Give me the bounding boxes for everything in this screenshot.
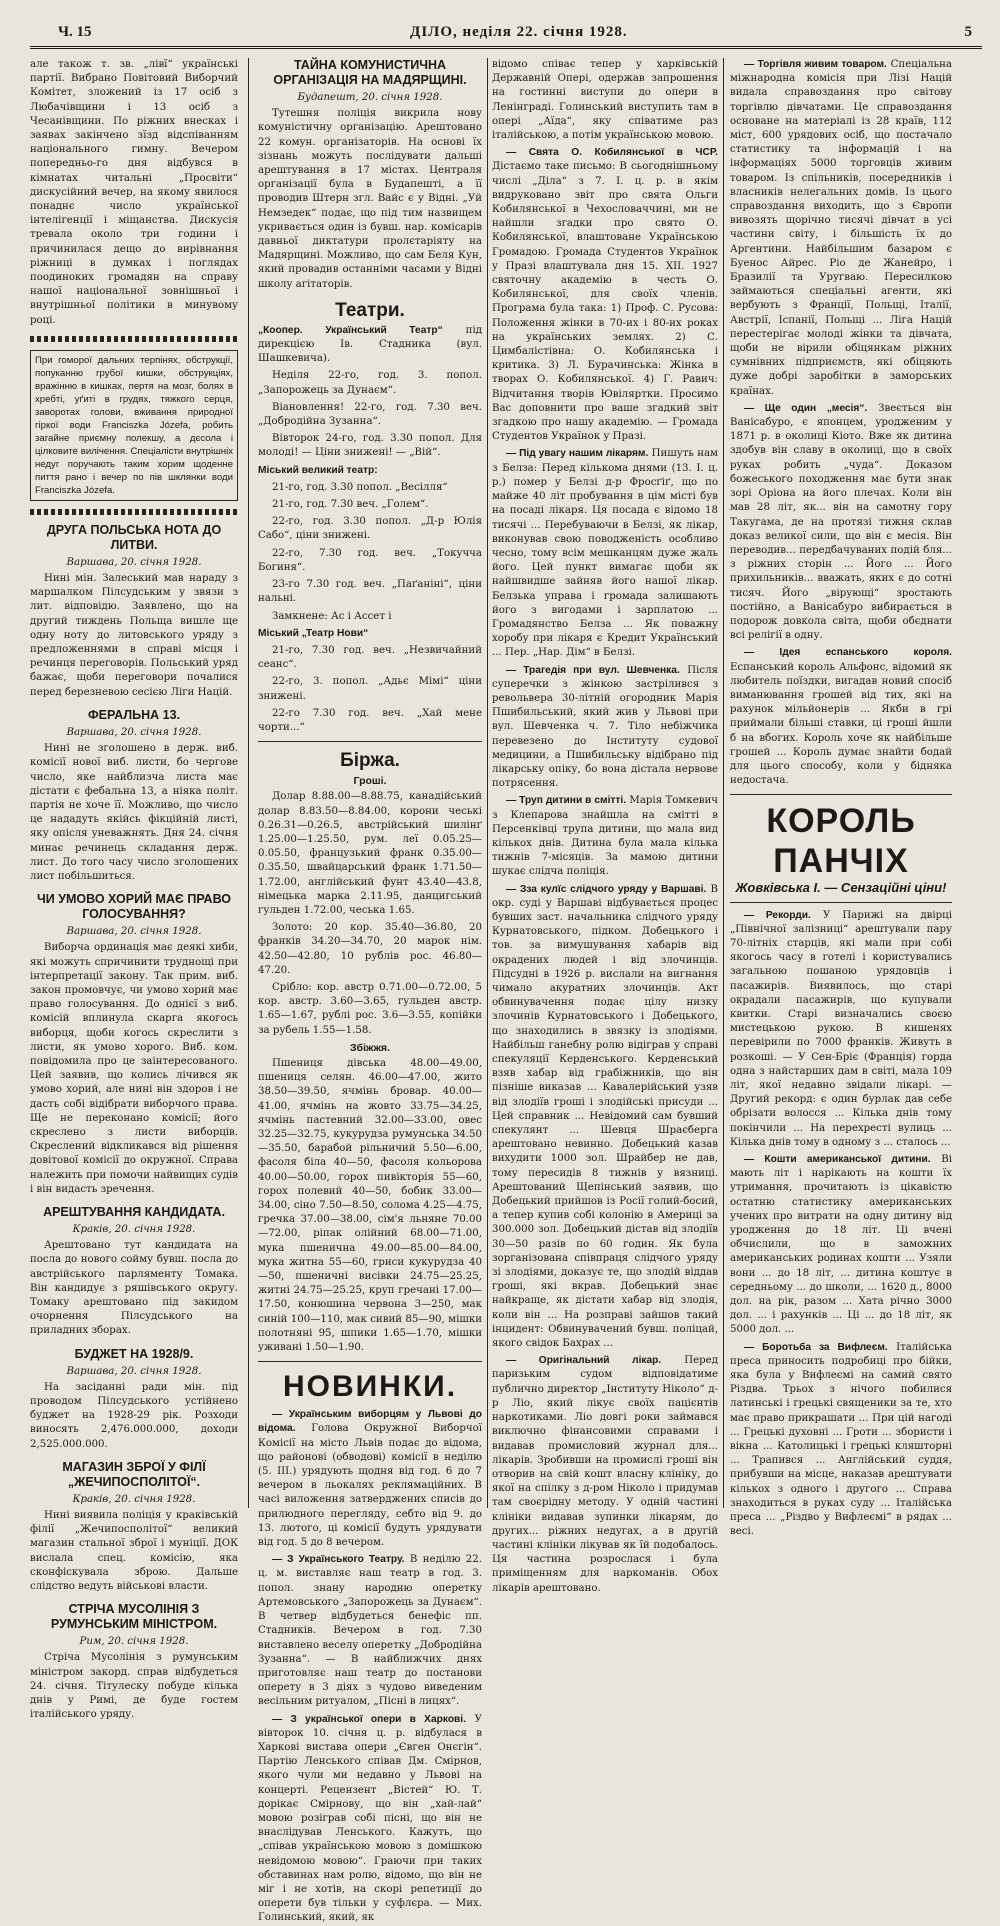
dateline: Варшава, 20. січня 1928. xyxy=(66,726,202,738)
advertisement-title: КОРОЛЬ ПАНЧІХ xyxy=(766,802,916,881)
news-text: Італійська преса приносить подробиці про бійки, яка була у Вифлеємі на самий свято Різдва. Трьох з нічого побилися латинські і грецькі священики за те, хто має право прикрашати ... При цій нагоді ... Грецькі духовні ... Гроти ... збористи і вікна ... Католицькі і грецькі кляшторні ... Трапився ... Англійський суддя, прибувши на місце, наказав арештувати кількох з одного і другого ... Справа знаходиться в руках суду ... Італійська преса ... „Різдво у Вифлеємі“ в рядах ... весі. xyxy=(730,1341,953,1538)
news-text: У Парижі на двірці „Північної залізниці“ арештували пару 70-літніх старців, які мали при собі якогось часу в готелі і користувались загальною пошаною урядовців і пасажирів. Виявилось, що старі окрадали пасажирів, що купували квитки. Старі визначались своєю мистецькою рукою. В кишенях перевірили по 7000 франків. Живуть в розкоші. — У Сен-Бріє (Франція) горда одна з найстарших дам в світі, мала 109 літ, якої недавно звідали лікарі. — Другий рекорд: є один бурлак дав себе обрізати волосся ... Кілька днів тому покінчили ... На перехресті вулиць ... Кілька днів тому в одному з ... сталось ... xyxy=(730,909,952,1148)
divider xyxy=(258,1361,482,1362)
gold-rates: Золото: 20 кор. 35.40—36.80, 20 франків 34.20—34.70, 20 марок нім. 42.50—42.80, 10 рублів рос. 46.80—47.20. xyxy=(258,922,482,976)
section-title-exchange: Біржа. xyxy=(340,750,400,772)
news-lead: — З Українського Театру. xyxy=(272,1554,405,1566)
theatre-name: „Коопер. Український Театр“ xyxy=(258,324,443,336)
news-text: Спеціальна міжнародна комісія при Лізі Націй видала справоздання про світову торгівлю дівчатами. Це справоздання основане на матеріалі із 28 країв, 112 міст, 600 урядових осіб, що постачало статистику та інформацій і на інформаціях 5000 торговців живим товаром. Із спільників, посередників і власників нелегальних домів. Із цього справоздання виходить, що з Європи вивозять щорічно тисячі дівчат в усі частини світу, і більшість їх до Аргентини. Найбільшим базаром є Буенос Айрес. Ріо де Жанейро, і Бразилії та Уругваю. Пересилкою займаються спеціальні агенти, які вербують з Франції, Польщі, Італії, Австрії, Іспанії, Польщі ... Ліга Націй перестерігає молоді жінки та дівчата, щоби не вірили обіцянкам ріжних сумнівних підприємств, які обіцяють дуже добрі заробітки в заморських країнах. xyxy=(730,59,952,397)
divider xyxy=(730,794,952,795)
theatre-intro: під дирекцією Ів. Стадника (вул. Шашкевича). xyxy=(258,324,482,365)
article-headline: ЧИ УМОВО ХОРИЙ МАЄ ПРАВО ГОЛОСУВАННЯ? xyxy=(36,892,232,922)
column-3 xyxy=(492,58,718,1594)
news-text: У вівторок 10. січня ц. р. відбулася в Харкові вистава опери „Євген Онєгін“. Партію Ленського співав Дм. Смірнов, якого чули ми недавно у Львові на концерті. Рецензент „Вістей“ Ю. Т. дорікає Смірнову, що він „хай-лай“ мовою розіграв собі пісні, що він не внаслідував Ленського. Кажуть, що „співав українською мовою з домішкою невідомою мовою“. Граючи при таких обставинах нам ролю, відомо, що він не міг і не хотів, на скорі репетиції до оперети був тільки у суфлєра. — Мих. Голинський, який, як xyxy=(258,1713,482,1924)
news-text: В неділю 22. ц. м. виставляє наш театр в год. 3. попол. знану народню оперетку Артемовського „Запорожець за Дунаєм“. В четвер відбудеться бенефіс пп. Стадників. Вечером в год. 7.30 виставлено веселу оперетку „Добродійна Зузанна“. — В найближчих днях приготовляє наш театр до постанови оперету в 3 діях з чудово виведеним весільним ритуалом, „Пісні в лицях“. xyxy=(258,1554,482,1708)
silver-rates: Срібло: кор. австр 0.71.00—0.72.00, 5 кор. австр. 3.60—3.65, гульден австр. 1.65—1.67, рублі рос. 3.6—3.55, копійки за рубель 1.55—1.58. xyxy=(258,981,482,1036)
issue-number: Ч. 15 xyxy=(58,24,92,40)
newspaper-title: ДІЛО, неділя 22. січня 1928. xyxy=(410,24,628,40)
theatre-listing: 22-го 7.30 год. веч. „Хай мене чорти...“ xyxy=(258,707,482,733)
theatre-listing: 22-го, год. 3.30 попол. „Д-р Юлія Сабо“, ціни знижені. xyxy=(258,516,482,542)
theatre-listing: 21-го, 7.30 год. веч. „Незвичайний сеанс“. xyxy=(258,644,482,671)
news-text: Еспанський король Альфонс, відомий як любитель поїздки, вигадав новий спосіб виманювання грошей від тих, які на рахунок мільйонерів ... Якби в грі приймали більші ставки, ці гроші йшли б на вбогих. Король хоче як найбільше грошей ... Король думає знайти бодай для цього способу, коли у бідняка недостача. xyxy=(730,661,952,787)
theatre-listing: Вівторок 24-го, год. 3.30 попол. Для молоді! — Ціни знижені! — „Вій“. xyxy=(258,433,482,459)
news-lead: — Рекорди. xyxy=(744,909,811,921)
news-lead: — Зза кулїс слідчого уряду у Варшаві. xyxy=(506,883,707,895)
section-title-news: НОВИНКИ. xyxy=(282,1370,458,1404)
article-text: Стріча Мусолінія з румунським міністром закорд. справ відбудеться 24. січня. Тітулеску побуде кілька днів у Римі, де буде гостем італійського уряду. xyxy=(30,1652,238,1721)
article-text: відомо співає тепер у харківській Державній Опері, одержав запрошення на гостинні виступи до опери в Ленінграді. Голинський виступить там в опері „Аїда“, яку співатиме раз італійською, а потім українською мовою. xyxy=(492,59,718,142)
news-lead: — Під увагу нашим лікарям. xyxy=(506,448,649,460)
advertisement-subtitle: Жовківська І. — Сензаційні ціни! xyxy=(735,880,947,896)
article-headline: МАГАЗИН ЗБРОЇ У ФІЛЇ „ЖЕЧИПОСПОЛІТОЇ“. xyxy=(62,1459,206,1489)
article-headline: ФЕРАЛЬНА 13. xyxy=(87,707,181,722)
column-4 xyxy=(730,58,953,1538)
dateline: Рим, 20. січня 1928. xyxy=(79,1636,189,1648)
news-text: Пишуть нам з Белза: Перед кількома днями (13. І. ц. р.) помер у Белзі д-р Фросґіґ, що по майже 40 літ пробування в цім місті був на посаді лікаря. Ця посада є відомо 18 тисячі ... Перебуваючи в Белзі, як лікар, виконував свою поводженість особливо чесно, тому всім мешканцям дуже жаль його. Цей пункт вимагає щоби як найшвидше зайняв його нашої лікар. Белзька управа і громада залишають його з вигодами і зарплатою ... Громадянство Белза ... Як поважну хоробу при лікаря є Кредит Український ... Пер. „Нар. Дім“ в Белзі. xyxy=(492,448,718,659)
theatre-listing: Неділя 22-го, год. 3. попол. „Запорожець за Дунаєм“. xyxy=(258,370,482,396)
theatre-listing: 21-го, год. 7.30 веч. „Голем“. xyxy=(272,499,429,511)
grain-prices: Пшениця дівська 48.00—49.00, пшениця селян. 46.00—47.00, жито 38.50—39.50, ячмінь бровар. 40.00—41.00, ячмінь на жовто 33.75—34.25, ячмінь пастевний 32.00—33.00, овес 32.25—32.75, кукурудза румунська 34.50—35.50, барабой рільничий 5.50—6.00, фасоля біла 40—50, фасоля кольорова 40.00—50.00, горох пивікторія 55—60, горох полевий 40—50, бобик 33.00—34.00, сіно 7.50—8.50, солома 4.25—4.75, гречка 37.00—38.00, сім'я льняне 70.00—72.00, ріпак олійний 68.00—71.00, мука пшенична 49.00—85.00—84.00, мука житна 55—60, гриси кукурудза 40—50, пшеничні висівки 24.75—25.25, житні 24.75—25.25, круп гречані 17.00—17.50, конюшина червона 3—250, мак синій 100—110, мак сивий 85—90, мішки полотняні 95, шпики 1.65—1.70, мішки уживані 1.50—1.90. xyxy=(258,1057,482,1354)
news-text: Ві мають літ і нарікають на кошти їх утримання, прочитають із цікавістю остатню статистику американських учених про витрати на одну дитину від уродження до 18 літ. Ці вчені обчислили, що в заможних американських родинах кошти ... Узяли вони ... до 18 літ, ... дитина коштує в середньому ... до школи, ... 1620 д., 8000 дол. на рік, разом ... Хата річно 3000 дол. ... і рахунків ... Ці ... до 18 літ, як 5000 дол. ... xyxy=(730,1154,952,1336)
news-text: Звеється він Ванісабуро, є японцем, уродженим у 1871 р. в околиці Кіото. Вже як дитина здобув він славу в околиці, що в своїх руках робить „чуда“. Доказом божеського походження має бути знак зорі Оріона на його плечах. Коли він мав 28 літ, як... він на самотну гору Такугама, де на протязі тижня склав доказ великої сили, що він є месія. Він переводив... передбачуваних подій бля... з ріжних сторін ... Його ... Його прихильників... вважать, яких є до сотні тисяч. Його „вірующі“ зростають постійно, а Ванісабуро вибирається в подорож довкола світа, щоби обєднати всі релігії в одну. xyxy=(730,402,952,642)
news-lead: — Українським виборцям у Львові до відома. xyxy=(258,1409,482,1435)
divider xyxy=(30,509,238,515)
dateline: Варшава, 20. січня 1928. xyxy=(66,1365,202,1377)
dateline: Краків, 20. січня 1928. xyxy=(72,1493,196,1505)
article-headline: ДРУГА ПОЛЬСЬКА НОТА ДО ЛИТВИ. xyxy=(46,522,222,552)
news-text: Марія Томкевич з Клепарова знайшла на смітті в Персенківці трупа дитини, що мала вид кількох днів. Дитина була мала кілька тижнів 7-місяців. За мамою дитини шукає слідча поліція. xyxy=(492,795,718,878)
news-lead: — Трагедія при вул. Шевченка. xyxy=(506,664,680,676)
news-text: Дістаємо таке письмо: В сьогоднішньому числі „Діла“ з 7. І. ц. р. в якім видруковано звіт про свята Ольги Кобилянської в Чехословаччині, ми не найшли згадки про свято О. Кобилянської, влаштоване Українською Громадою. Громада Студентов Українок у Празі влаштувала дня 15. XII. 1927 святочну академію в честь О. Кобилянської, для своїх членів. Програма була така: 1) Проф. С. Русова: Положення жінки в 70-их і 80-их роках на українських землях. 2) С. Цимбалістівна: О. Кобилянська і критика. 3) Л. Бурачинська: Жінка в творах О. Кобилянської. 4) Г. Равич: Відчитання творів Ювіляртки. Просимо Вас доповнити про ваше згадкий звіт згадкою про нашу академію. — Громада Студентов Українок у Празі. xyxy=(492,161,718,443)
dateline: Варшава, 20. січня 1928. xyxy=(66,926,202,938)
news-lead: — З української опери в Харкові. xyxy=(272,1713,466,1725)
article-text: Арештовано тут кандидата на посла до нового сойму бувш. посла до австрійського парляменту Томака. Він кандидує з ряшівського округу. Томаку арештовано під закидом очорнення Пілсудського на приладних зборах. xyxy=(30,1240,238,1337)
exchange-rates: Долар 8.88.00—8.88.75, канадійський долар 8.83.50—8.84.00, корони чеські 0.26.31—0.26.5, австрійський шилінґ 1.25.00—1.25.50, рум. леї 0.05.25—0.05.50, французький франк 0.35.00—0.35.50, швайцарський франк 1.71.50—1.72.00, англійський фунт 43.40—43.8, німецька марка 2.11.95, данцигський гульден 1.72.00, чеська 1.65. xyxy=(258,791,482,916)
theatre-name: Міський „Театр Нови“ xyxy=(258,627,369,639)
dateline: Варшава, 20. січня 1928. xyxy=(66,556,202,568)
page-number: 5 xyxy=(964,24,972,40)
theatre-listing: 22-го, 3. попол. „Адьє Мімі“ ціни знижені. xyxy=(258,676,482,702)
divider xyxy=(730,902,952,903)
masthead xyxy=(30,22,982,49)
article-headline: СТРІЧА МУСОЛІНІЯ З РУМУНСЬКИМ МІНІСТРОМ. xyxy=(50,1602,218,1632)
divider xyxy=(30,336,238,342)
column-rule xyxy=(487,58,488,1508)
article-headline: АРЕШТУВАННЯ КАНДИДАТА. xyxy=(43,1204,225,1219)
theatre-listing: Віановлення! 22-го, год. 7.30 веч. „Добродійна Зузанна“. xyxy=(258,401,482,428)
theatre-listing: 23-го 7.30 год. веч. „Паґаніні“, ціни нальні. xyxy=(258,579,482,605)
divider xyxy=(258,741,482,742)
article-text: Нині виявила поліція у краківській філії „Жечипосполітої“ великий магазин стальної зброї і муніції. ДОК вислала спец. комісію, яка сконфіскувала зброю. Дальше слідство ведуть військові власти. xyxy=(30,1510,238,1593)
theatre-listing: Замкнене: Ас і Ассет і xyxy=(272,610,392,622)
news-lead: — Ідея еспанського короля. xyxy=(744,647,952,659)
article-text: Нині не зголошено в держ. виб. комісії нової виб. листи, бо чергове число, яке найблизча листа має дістати є фебальна 13, а ніяка політ. партія не хоче її. Можливо, що число це нададуть якійсь фікційній листі, яку опісля уневажнять. Дня 24. січня минає речинець складання держ. лист. До того часу число зголошених лист побільшиться. xyxy=(30,743,238,882)
news-lead: — Торгівля живим товаром. xyxy=(744,59,887,70)
news-lead: — Кошти американської дитини. xyxy=(744,1154,931,1166)
article-headline: ТАЙНА КОМУНИСТИЧНА ОРГАНІЗАЦІЯ НА МАДЯРЩИНІ. xyxy=(273,58,467,87)
subsection-grain: Збіжжя. xyxy=(350,1041,390,1054)
news-lead: — Оригінальний лікар. xyxy=(506,1355,662,1367)
column-rule xyxy=(248,58,249,1508)
article-text: Нині мін. Залеський мав нараду з маршалком Пілсудським у звязи з лит. відповідю. Заявлено, що на другий тиждень Польща вишле ще одну ноту до литовського уряду з предложеннями в справі місця і речинця переговорів. Польський уряд бажає, щоби переговори почалися перед березневою сесією Ліги Націй. xyxy=(30,573,238,698)
article-text: Тутешня поліція викрила нову комуністичну організацію. Арештовано 22 комун. організаторів. На основі їх зізнань можуть послідувати дальші арештування в 17 містах. Централя організації була в Будапешті, а її проводив Штерн згл. Вайс є у Відні. „Уй Немзедек“ подає, що під тим назвищем укривається один із бувш. нар. комісарів давньої диктатури пролєтаріяту на Мадярщині. Можливо, що сам Беля Кун, який провадив останніми часами у Відні школу агітаторів. xyxy=(258,108,482,290)
article-text: На засіданні ради мін. під проводом Пілсудського устійнено буджет на 1928-29 рік. Розходи виносять 2,476.000.000, доходи 2,525.000.000. xyxy=(30,1381,238,1450)
column-rule xyxy=(723,58,724,1508)
column-1 xyxy=(30,58,238,1721)
news-text: В окр. суді у Варшаві відбувається процес бувших заст. начальника слідчого уряду Курнатовського, підком. Добецького і тов. за вимушування хабарів від окрадених людей і від злочинців. Підсудні в 1926 р. вислали на вигнання чимало акуратних злочинців. Акт обвинувачення подає цілу низку злочинів Курнатовського і Добецького, що знаходились в звязку із злодіями. Найбільш ганебну ролю відіграв у справі спекуляції Керденського. Керденський взяв хабар від грабіжників, що він пізніше виказав ... Кавалерійський узяв від злодіїв гроші і злодійські присуди ... Цей справник ... Невідомий сам бувший спекулянт ... Шевця Шраєберга арештовано невинно. Добецький казав вихудити 1000 зол. Шрайбер не дав, тому пересидів 8 тижнів у вязниці. Арештований Щепінський заявив, що Добецький прийшов із Росії голий-босий, а тепер купив собі колонію в Америці за 300.000 зол. Добецький дістав від злодіїв 30—50 разів по 60 годин. Як була зорганізована співпраця слідчого уряду зі злодіями, доказує те, що злодій віддав гроші, які вкрав. Добецький знає найкраще, як дістати хабар від злодія, коли він ... На розправі зайшов такий інцидент: Обвинувачений бувш. поліцай, якого свідок Бахрах ... xyxy=(492,883,718,1350)
article-text: Виборча ординація має деякі хиби, які можуть спричинити труднощі при інтерпретації закону. Так прим. виб. закон промовчує, чи умово хорий має право голосування. До однієї з виб. комісій вплинула скарга якогось виборця, щоби когось скреслити з листи, як умово хорого. Виб. ком. повідомила про це заінтересованого. Цей заявив, що колись лічився як умово хорий, але нині він здоров і не дасть собі відібрати виборчого права. Ще не переконано комісії; його скреслено з листи виборців. Скреслений відкликався від рішення довітової комісії до окружної. Справа належить при помочи найвищих судів і він видасть зречення. xyxy=(30,942,238,1195)
news-lead: — Ще один „месія“. xyxy=(744,402,868,414)
news-text: Перед паризьким судом відповідатиме публично директор „Інституту Ніколо“ д-р Ліо, який лікує своїх пацієнтів наркотиками. Ліо довгі роки займався виключно фінансовими справами і видавав промисловий журнал для... лікарів. Зробивши на промислі гроші він отворив на свій кошт власну клініку, до якої на спілку з д-ром Ніколо і придумав там своєрідну методу. У одній частині клініки видавав зупинки лікарям, до других... ріжних недугах, а в другій частині клініки лікував як їй подобалось. Ця частина розрослася і була приміщенням для наркоманів. Обох лікарів арештовано. xyxy=(492,1355,718,1594)
dateline: Будапешт, 20. січня 1928. xyxy=(297,92,443,103)
news-lead: — Свята О. Кобилянської в ЧСР. xyxy=(506,147,718,159)
theatre-name: Міський великий театр: xyxy=(258,464,378,476)
article-text: але також т. зв. „лівї“ українські партії. Вибрано Повітовий Виборчий Комітет, зложений із 17 осіб з Любачівщини і 13 осіб з Чесанівщини. По ріжних внесках і заявах закінчено зїзд відспіванням національного гимну. Вечером попередньо-го дня відбувся в кімнатах читальні „Просвіти“ дискусійний вечер, на якому явилося понаднє число української інтелігенції і міщанства. Дискусія тревала около три години і причинилася дещо до вирівнання ріжниці в думках і поглядах поодиноких громадян на справу нашої національної зовнішньої і внутрішньої політики в минувому році. xyxy=(30,59,238,326)
advertisement: При гоморої дальних терпінях, обструкції, попуканню грубої кишки, обструкціях, вражінню в кишках, пертя на мозг, болях в хребті, уґиті в грудях, тяжкого серця, заворотах голови, вживання природної гіркої води Franciszka Józefa, робить загайне приємну полекшу, а дєсола і цілковите вилічення. Спеціалісти внутрішніх недуг поручають таким хорим щоденне пиття рано і вечер по пів шклянки води Franciszka Józefa. xyxy=(30,350,238,501)
article-headline: БУДЖЕТ НА 1928/9. xyxy=(74,1346,194,1361)
column-2 xyxy=(258,58,482,1924)
news-lead: — Труп дитини в смітті. xyxy=(506,795,627,807)
dateline: Краків, 20. січня 1928. xyxy=(72,1223,196,1235)
news-text: Голова Окружної Виборчої Комісії на місто Львів подає до відома, що районові (обводові) комісії в неділю (5. ІІІ.) урядують щодня від год. 6 до 7 вечером в льокалях реклямаційних. В часі виложення затверджених списів до прилюдного перегляду, себто від 9. до 13. лютого, ці комісії будуть урядувати від год. 5 до 8 вечером. xyxy=(258,1423,482,1549)
section-title-theatres: Театри. xyxy=(335,299,405,321)
subsection-money: Гроші. xyxy=(353,775,387,788)
theatre-listing: 21-го, год. 3.30 попол. „Весілля“ xyxy=(272,481,448,493)
news-text: Після суперечки з жінкою застрілився з револьвера 30-літній огородник Марія Пшибильський, який жив у Львові при вул. Шевченка ч. 7. Тіло небіжчика перевезено до Інституту судової медицини, а Пшибильську відібрано під лікарську опіку, бо вона дістала нервове потрясення. xyxy=(492,664,718,790)
theatre-listing: 22-го, 7.30 год. веч. „Токучча Богиня“. xyxy=(258,547,482,573)
news-lead: — Боротьба за Вифлеєм. xyxy=(744,1341,888,1353)
